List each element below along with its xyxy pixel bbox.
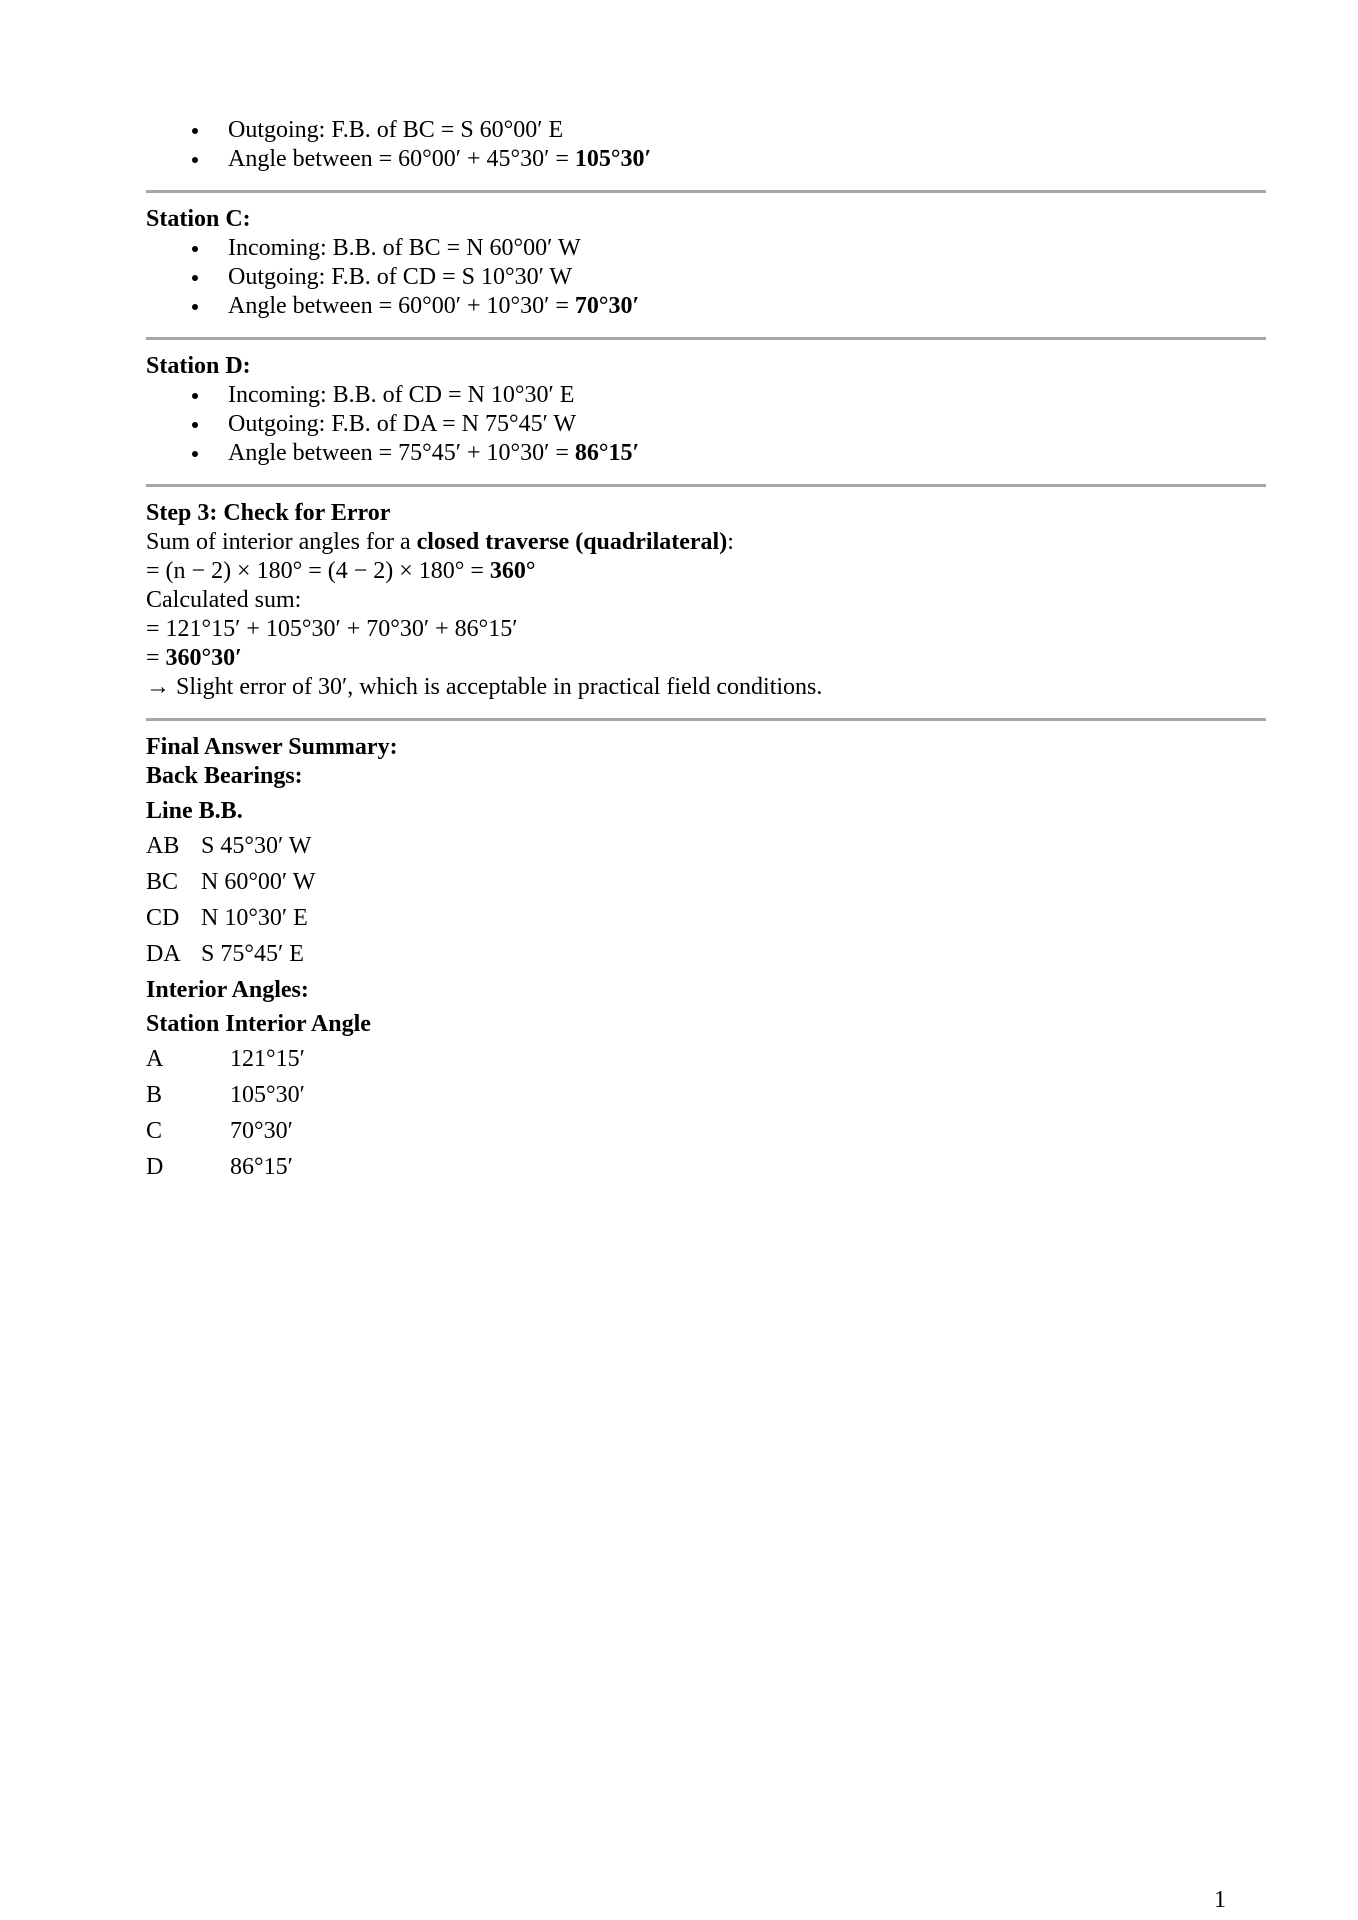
back-bearings-table	[146, 795, 1266, 972]
table-row: A 121°15′	[146, 1046, 305, 1072]
bullet-icon	[192, 246, 198, 252]
document-page	[146, 116, 1266, 1185]
final-summary-heading: Final Answer Summary:	[146, 734, 398, 760]
bullet-icon	[192, 422, 198, 428]
table-row: AB S 45°30′ W	[146, 833, 312, 859]
step-3-line-4: = 121°15′ + 105°30′ + 70°30′ + 86°15′	[146, 616, 518, 642]
horizontal-divider	[146, 190, 1266, 193]
step-3-line-6: → Slight error of 30′, which is acceptable in practical field conditions.	[146, 674, 823, 700]
page-number: 1	[1214, 1887, 1226, 1913]
station-d-heading: Station D:	[146, 353, 251, 379]
station-b-list	[146, 116, 1266, 174]
bullet-icon	[192, 304, 198, 310]
bullet-icon	[192, 157, 198, 163]
interior-angles-table	[146, 1008, 1266, 1185]
list-item: Outgoing: F.B. of DA = N 75°45′ W	[146, 410, 1266, 439]
interior-angles-heading: Interior Angles:	[146, 977, 309, 1003]
list-item: Angle between = 75°45′ + 10°30′ = 86°15′	[146, 439, 1266, 468]
bullet-icon	[192, 275, 198, 281]
bullet-icon	[192, 393, 198, 399]
table-row: DA S 75°45′ E	[146, 941, 304, 967]
list-item: Outgoing: F.B. of BC = S 60°00′ E	[146, 116, 1266, 145]
station-c-heading: Station C:	[146, 206, 251, 232]
list-item: Incoming: B.B. of BC = N 60°00′ W	[146, 234, 1266, 263]
back-bearings-heading: Back Bearings:	[146, 763, 303, 789]
bullet-icon	[192, 128, 198, 134]
table-row: CD N 10°30′ E	[146, 905, 308, 931]
step-3-heading: Step 3: Check for Error	[146, 500, 391, 526]
step-3-line-5: = 360°30′	[146, 645, 242, 671]
table-row: D 86°15′	[146, 1154, 293, 1180]
back-bearings-header: Line B.B.	[146, 798, 243, 824]
list-item: Angle between = 60°00′ + 45°30′ = 105°30′	[146, 145, 1266, 174]
horizontal-divider	[146, 337, 1266, 340]
table-row: C 70°30′	[146, 1118, 293, 1144]
table-row: B 105°30′	[146, 1082, 305, 1108]
horizontal-divider	[146, 484, 1266, 487]
interior-angles-header: Station Interior Angle	[146, 1011, 371, 1037]
station-c-list	[146, 234, 1266, 321]
list-item: Outgoing: F.B. of CD = S 10°30′ W	[146, 263, 1266, 292]
list-item: Incoming: B.B. of CD = N 10°30′ E	[146, 381, 1266, 410]
bullet-icon	[192, 451, 198, 457]
step-3-line-1: Sum of interior angles for a closed traverse (quadrilateral):	[146, 529, 734, 555]
step-3-line-2: = (n − 2) × 180° = (4 − 2) × 180° = 360°	[146, 558, 536, 584]
station-d-list	[146, 381, 1266, 468]
horizontal-divider	[146, 718, 1266, 721]
list-item: Angle between = 60°00′ + 10°30′ = 70°30′	[146, 292, 1266, 321]
step-3-line-3: Calculated sum:	[146, 587, 302, 613]
table-row: BC N 60°00′ W	[146, 869, 316, 895]
